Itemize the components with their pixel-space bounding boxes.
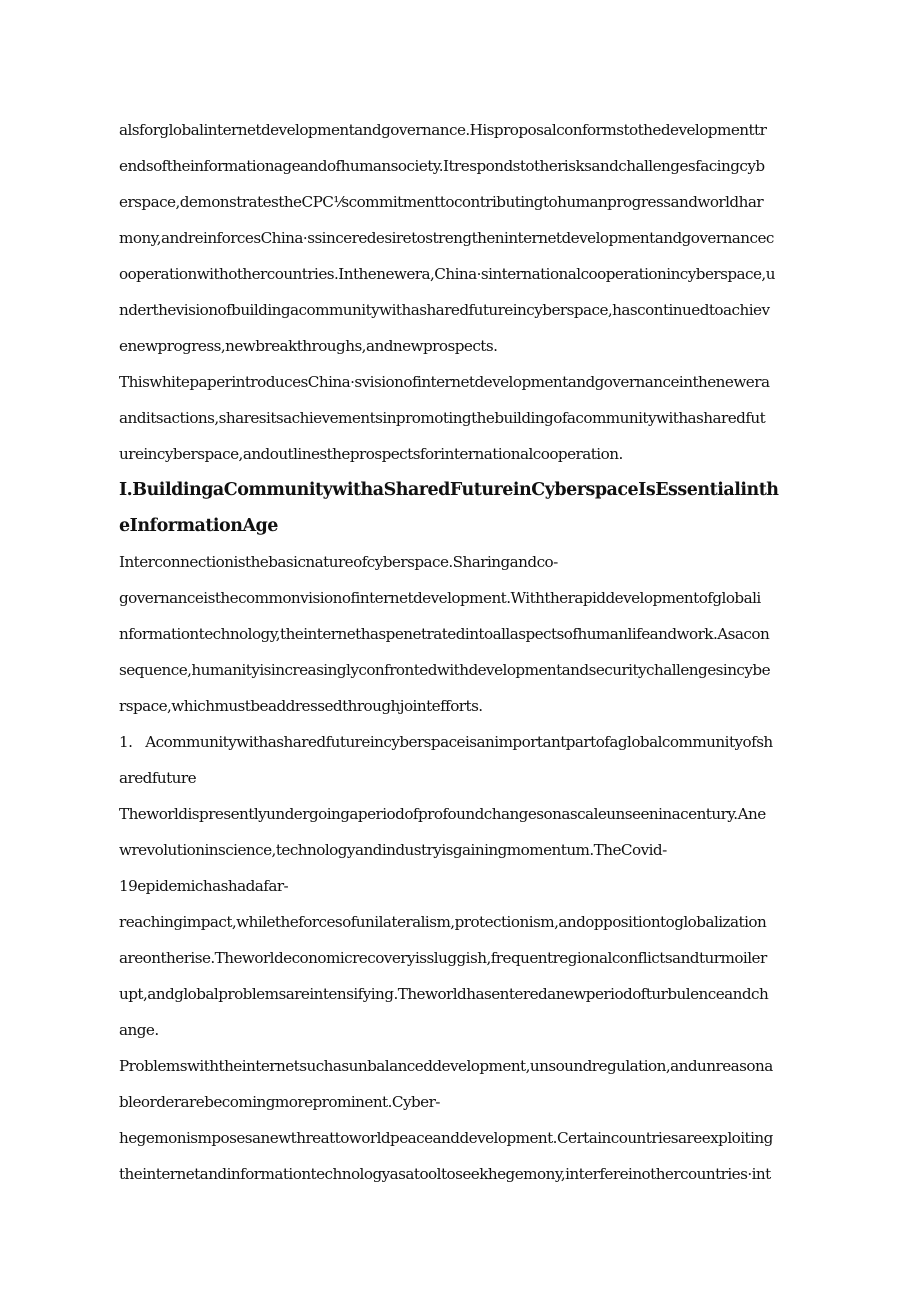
text-line: reachingimpact,whiletheforcesofunilateralism,protectionism,andoppositiontoglobalization [119, 913, 767, 931]
text-line: sequence,humanityisincreasinglyconfrontedwithdevelopmentandsecuritychallengesincybe [119, 661, 771, 679]
paragraph [119, 544, 804, 724]
text-line: enewprogress,newbreakthroughs,andnewprospects. [119, 337, 498, 355]
document-body [119, 112, 804, 1192]
text-line: theinternetandinformationtechnologyasatooltoseekhegemony,interfereinothercountries·int [119, 1165, 771, 1183]
text-line: ange. [119, 1021, 159, 1039]
text-line: mony,andreinforcesChina·ssinceredesiretostrengtheninternetdevelopmentandgovernancec [119, 229, 774, 247]
text-line: alsforglobalinternetdevelopmentandgovernance.Hisproposalconformstothedevelopmenttr [119, 121, 767, 139]
text-line: Theworldispresentlyundergoingaperiodofprofoundchangesonascaleunseeninacentury.Ane [119, 805, 766, 823]
paragraph [119, 1048, 804, 1192]
text-line: anditsactions,sharesitsachievementsinpromotingthebuildingofacommunitywithasharedfut [119, 409, 766, 427]
text-line: ureincyberspace,andoutlinestheprospectsforinternationalcooperation. [119, 445, 623, 463]
text-line: rspace,whichmustbeaddressedthroughjointefforts. [119, 697, 483, 715]
text-line: Problemswiththeinternetsuchasunbalanceddevelopment,unsoundregulation,andunreasona [119, 1057, 773, 1075]
text-line: upt,andglobalproblemsareintensifying.Theworldhasenteredanewperiodofturbulenceandch [119, 985, 769, 1003]
text-line: endsoftheinformationageandofhumansociety.Itrespondstotherisksandchallengesfacingcyb [119, 157, 765, 175]
text-line: 1. Acommunitywithasharedfutureincyberspaceisanimportantpartofaglobalcommunityofsh [119, 733, 773, 751]
paragraph [119, 112, 804, 364]
text-line: 19epidemichashadafar- [119, 877, 289, 895]
text-line: nderthevisionofbuildingacommunitywithasharedfutureincyberspace,hascontinuedtoachiev [119, 301, 770, 319]
numbered-subheading [119, 724, 804, 796]
text-line: hegemonismposesanewthreattoworldpeaceanddevelopment.Certaincountriesareexploiting [119, 1129, 773, 1147]
text-line: erspace,demonstratestheCPC⅟scommitmenttocontributingtohumanprogressandworldhar [119, 193, 764, 211]
text-line: ooperationwithothercountries.Inthenewera,China·sinternationalcooperationincyberspace,u [119, 265, 775, 283]
text-line: governanceisthecommonvisionofinternetdevelopment.Withtherapiddevelopmentofglobali [119, 589, 761, 607]
text-line: wrevolutioninscience,technologyandindustryisgainingmomentum.TheCovid- [119, 841, 667, 859]
paragraph [119, 364, 804, 472]
heading-line: eInformationAge [119, 516, 278, 536]
paragraph [119, 796, 804, 1048]
text-line: bleorderarebecomingmoreprominent.Cyber- [119, 1093, 440, 1111]
text-line: ThiswhitepaperintroducesChina·svisionofinternetdevelopmentandgovernanceinthenewera [119, 373, 770, 391]
heading-line: I.BuildingaCommunitywithaSharedFutureinCyberspaceIsEssentialinth [119, 480, 779, 500]
text-line: aredfuture [119, 769, 197, 787]
section-heading [119, 472, 804, 544]
text-line: areontherise.Theworldeconomicrecoveryissluggish,frequentregionalconflictsandturmoiler [119, 949, 767, 967]
text-line: nformationtechnology,theinternethaspenetratedintoallaspectsofhumanlifeandwork.Asacon [119, 625, 770, 643]
text-line: Interconnectionisthebasicnatureofcyberspace.Sharingandco- [119, 553, 558, 571]
